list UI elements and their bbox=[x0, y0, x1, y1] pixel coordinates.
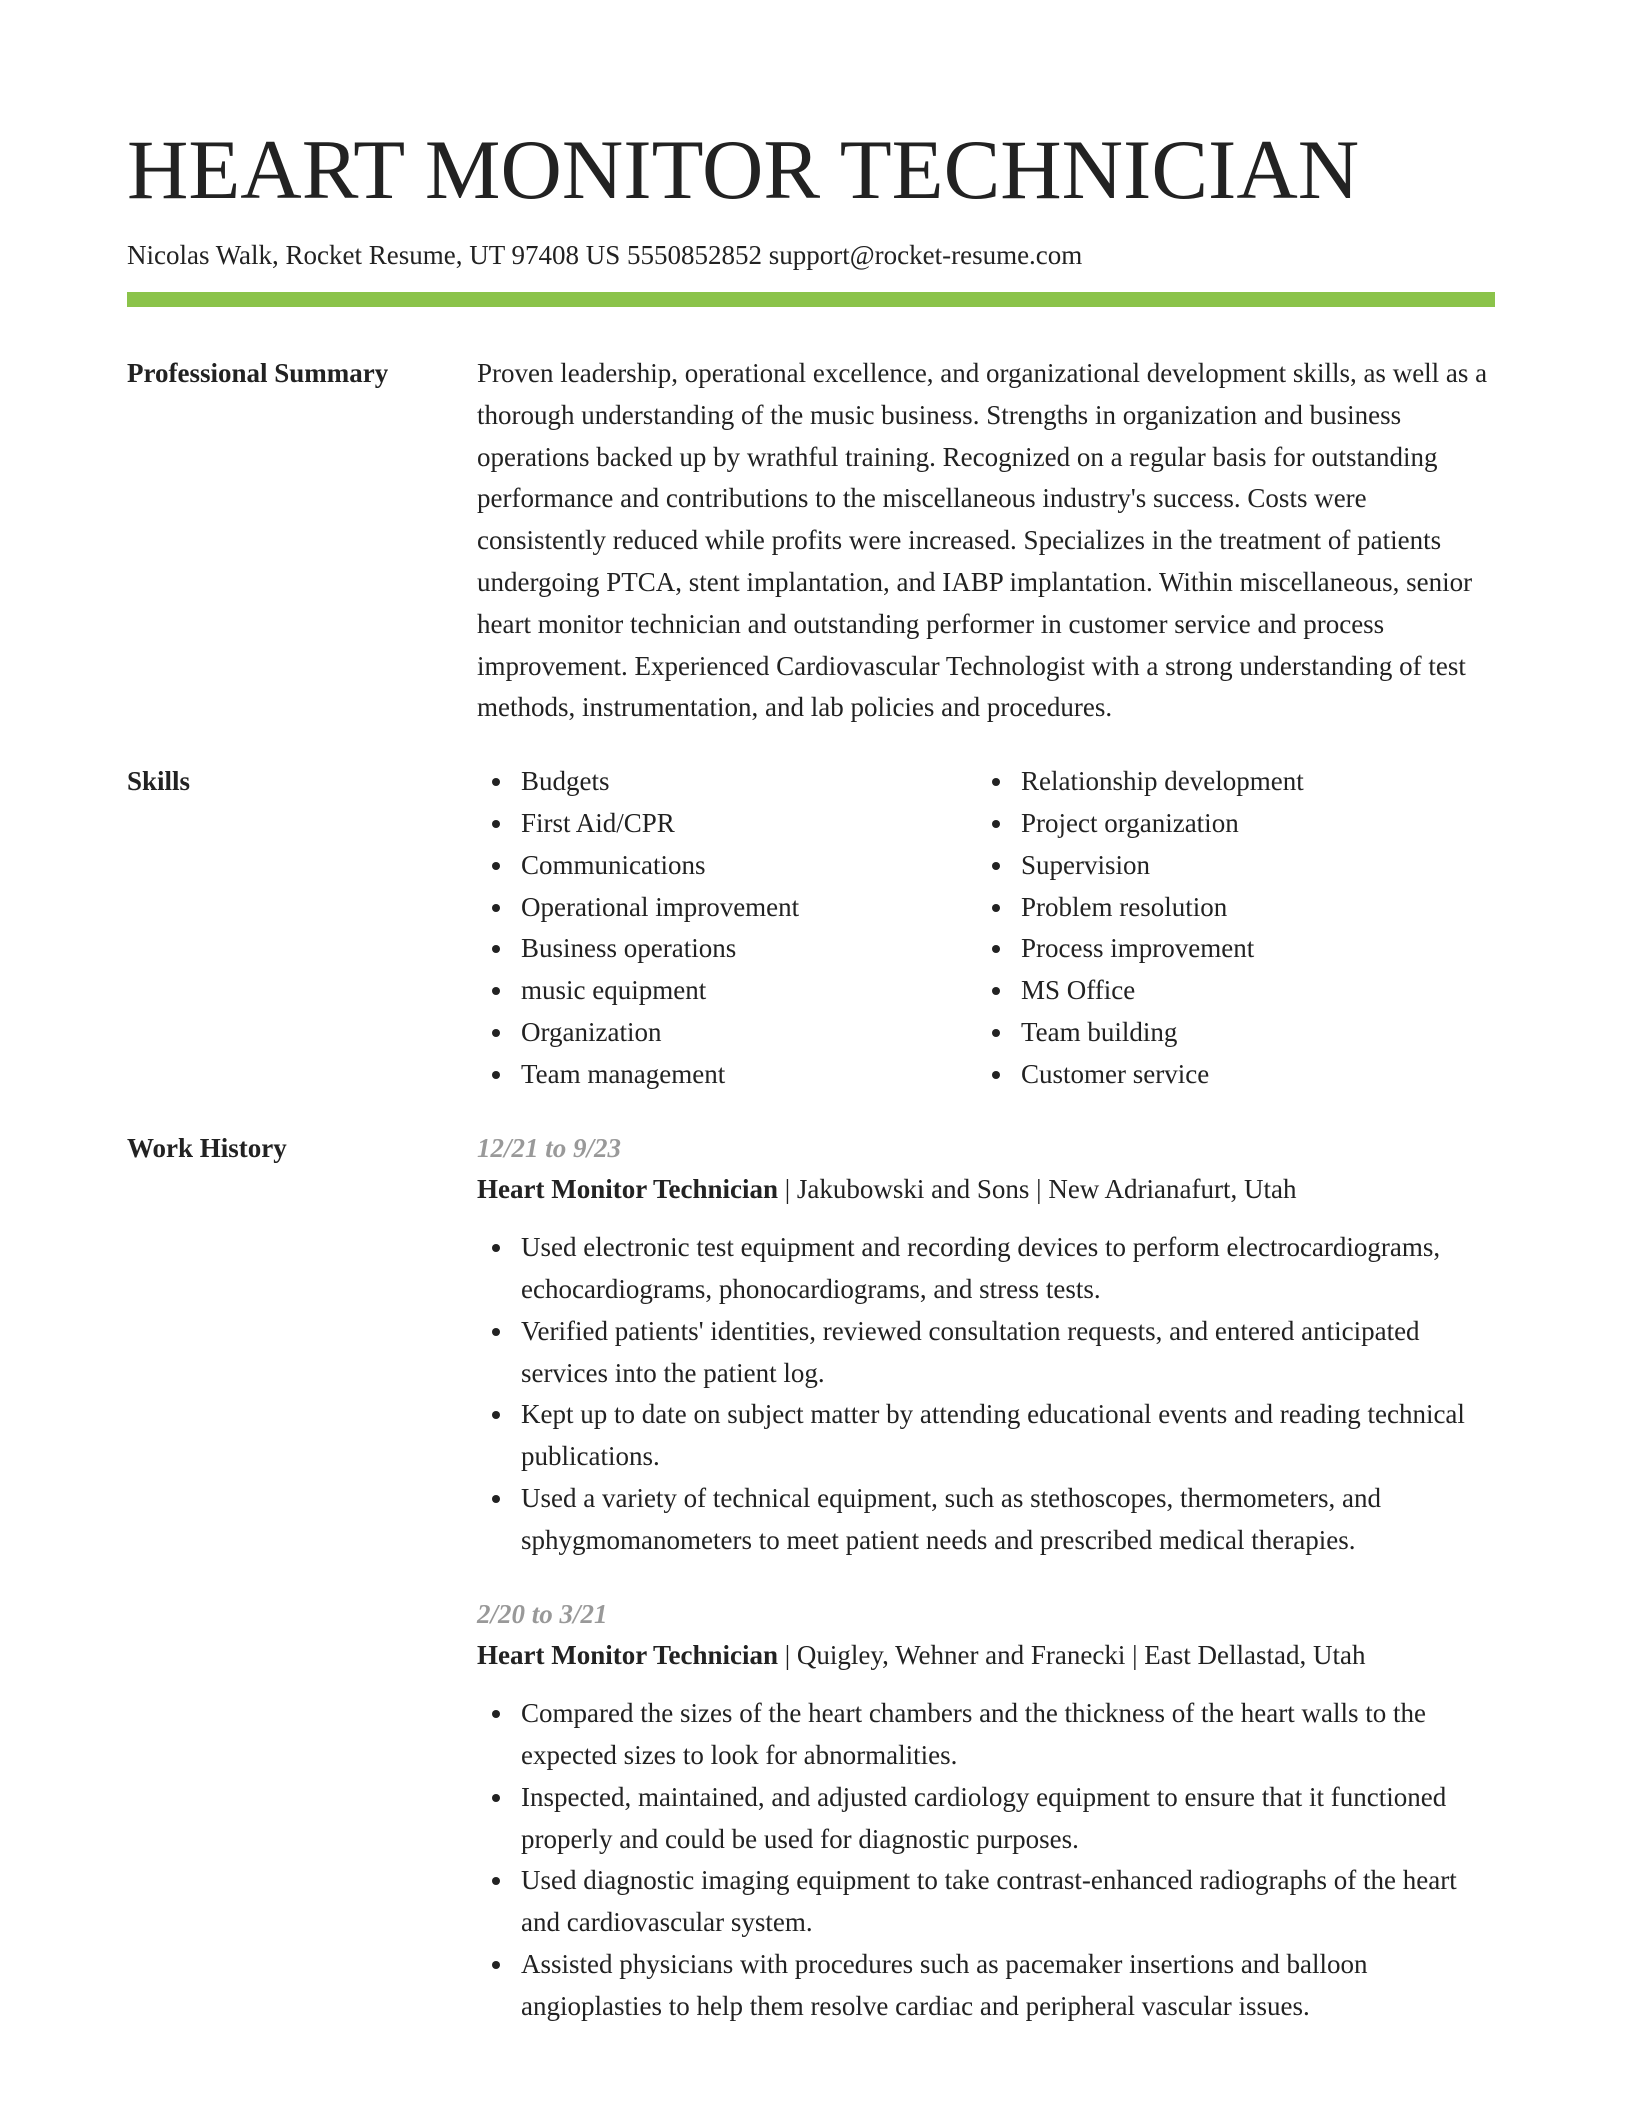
contact-line: Nicolas Walk, Rocket Resume, UT 97408 US 5550852852 support@rocket-resume.com bbox=[127, 240, 1083, 270]
skill-item: music equipment bbox=[477, 970, 977, 1012]
job-title: Heart Monitor Technician bbox=[477, 1174, 778, 1205]
skill-item: Relationship development bbox=[977, 761, 1477, 803]
skill-item: Team management bbox=[477, 1054, 977, 1096]
section-label-work: Work History bbox=[127, 1132, 287, 1163]
job-bullets bbox=[477, 1693, 1495, 2027]
job-bullet: Used diagnostic imaging equipment to take contrast-enhanced radiographs of the heart and cardiovascular system. bbox=[477, 1860, 1495, 1944]
skill-item: Business operations bbox=[477, 928, 977, 970]
skill-item: Customer service bbox=[977, 1054, 1477, 1096]
job-title: Heart Monitor Technician bbox=[477, 1640, 778, 1671]
skill-item: Budgets bbox=[477, 761, 977, 803]
skill-item: First Aid/CPR bbox=[477, 803, 977, 845]
job-details: | Jakubowski and Sons | New Adrianafurt, Utah bbox=[778, 1174, 1297, 1205]
skill-item: Problem resolution bbox=[977, 887, 1477, 929]
resume-title: HEART MONITOR TECHNICIAN bbox=[127, 123, 1360, 217]
job-title-line bbox=[477, 1169, 1495, 1211]
job-bullet: Verified patients' identities, reviewed consultation requests, and entered anticipated services into the patient log. bbox=[477, 1311, 1495, 1395]
section-label-skills: Skills bbox=[127, 766, 191, 797]
job-bullet: Assisted physicians with procedures such as pacemaker insertions and balloon angioplasties to help them resolve cardiac and peripheral vascular issues. bbox=[477, 1944, 1495, 2028]
summary-text: Proven leadership, operational excellence, and organizational development skills, as well as a thorough understanding of the music business. Strengths in organization and business operations backed up by wrathful training. Recognized on a regular basis for outstanding performance and contributions to the miscellaneous industry's success. Costs were consistently reduced while profits were increased. Specializes in the treatment of patients undergoing PTCA, stent implantation, and IABP implantation. Within miscellaneous, senior heart monitor technician and outstanding performer in customer service and process improvement. Experienced Cardiovascular Technologist with a strong understanding of test methods, instrumentation, and lab policies and procedures. bbox=[477, 358, 1488, 723]
header-divider bbox=[127, 292, 1495, 307]
skills-list-left bbox=[477, 761, 977, 1095]
skill-item: MS Office bbox=[977, 970, 1477, 1012]
skill-item: Project organization bbox=[977, 803, 1477, 845]
job-bullet: Used electronic test equipment and recording devices to perform electrocardiograms, echocardiograms, phonocardiograms, and stress tests. bbox=[477, 1227, 1495, 1311]
job-title-line bbox=[477, 1635, 1495, 1677]
resume-page bbox=[127, 118, 1495, 2027]
skill-item: Organization bbox=[477, 1012, 977, 1054]
job-date: 12/21 to 9/23 bbox=[477, 1132, 622, 1163]
job-entry bbox=[477, 1128, 1495, 1562]
job-entry bbox=[477, 1594, 1495, 2028]
job-list bbox=[477, 1128, 1495, 2028]
skill-item: Operational improvement bbox=[477, 887, 977, 929]
professional-summary-section bbox=[127, 353, 1495, 729]
job-details: | Quigley, Wehner and Franecki | East Dellastad, Utah bbox=[778, 1640, 1366, 1671]
skill-item: Team building bbox=[977, 1012, 1477, 1054]
skill-item: Supervision bbox=[977, 845, 1477, 887]
skills-list-right bbox=[977, 761, 1477, 1095]
section-label-summary: Professional Summary bbox=[127, 358, 389, 388]
skills-columns bbox=[477, 761, 1495, 1095]
work-history-section bbox=[127, 1128, 1495, 2028]
job-bullet: Kept up to date on subject matter by attending educational events and reading technical publications. bbox=[477, 1394, 1495, 1478]
skills-section bbox=[127, 761, 1495, 1095]
skill-item: Communications bbox=[477, 845, 977, 887]
job-bullets bbox=[477, 1227, 1495, 1561]
job-bullet: Used a variety of technical equipment, such as stethoscopes, thermometers, and sphygmomanometers to meet patient needs and prescribed medical therapies. bbox=[477, 1478, 1495, 1562]
job-bullet: Inspected, maintained, and adjusted cardiology equipment to ensure that it functioned properly and could be used for diagnostic purposes. bbox=[477, 1777, 1495, 1861]
job-bullet: Compared the sizes of the heart chambers and the thickness of the heart walls to the expected sizes to look for abnormalities. bbox=[477, 1693, 1495, 1777]
skill-item: Process improvement bbox=[977, 928, 1477, 970]
job-date: 2/20 to 3/21 bbox=[477, 1598, 608, 1629]
